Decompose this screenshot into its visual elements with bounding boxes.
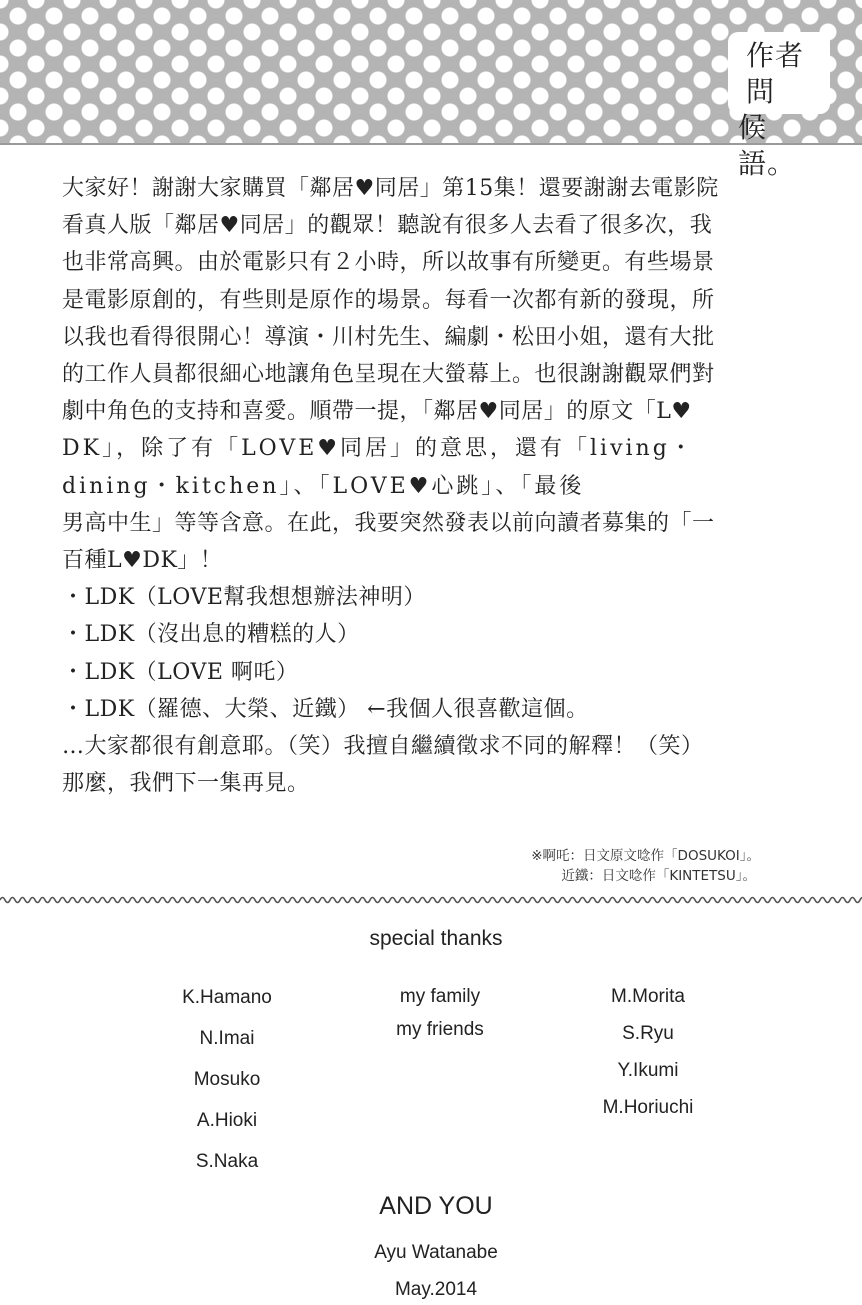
message-line: 百種L♥DK」！ [62, 548, 223, 574]
message-line: 大家好！謝謝大家購買「鄰居♥同居」第15集！還要謝謝去電影院 [62, 176, 719, 201]
section-heading [728, 32, 830, 180]
thanks-name: N.Imai [199, 1028, 255, 1049]
heading-line-1: 作者問 [746, 39, 805, 108]
thanks-name: M.Morita [611, 986, 685, 1007]
thanks-name: K.Hamano [182, 987, 272, 1008]
thanks-name: A.Hioki [196, 1110, 258, 1131]
thanks-name: M.Horiuchi [602, 1097, 694, 1118]
message-line: 是電影原創的，有些則是原作的場景。每看一次都有新的發現，所 [62, 287, 715, 313]
thanks-column-1 [152, 985, 302, 1190]
thanks-name: Mosuko [193, 1069, 261, 1090]
list-item: ・LDK（LOVE幫我想想辦法神明） [62, 585, 426, 611]
list-item: ・LDK（LOVE 啊吒） [62, 659, 299, 685]
message-line: …大家都很有創意耶。（笑）我擅自繼續徵求不同的解釋！（笑） [62, 734, 704, 760]
message-line: 看真人版「鄰居♥同居」的觀眾！聽說有很多人去看了很多次，我 [62, 213, 713, 239]
list-item: ・LDK（沒出息的糟糕的人） [62, 622, 360, 648]
signature-date: May.2014 [394, 1279, 478, 1300]
list-item: ・LDK（羅德、大榮、近鐵） ←我個人很喜歡這個。 [62, 696, 589, 722]
thanks-name: Y.Ikumi [617, 1060, 679, 1081]
author-signature: Ayu Watanabe [374, 1242, 498, 1263]
message-line: dining・kitchen」、「LOVE♥心跳」、「最後 [62, 473, 585, 499]
thanks-name: my family [399, 986, 481, 1007]
thanks-name: my friends [396, 1019, 484, 1040]
message-line: 男高中生」等等含意。在此，我要突然發表以前向讀者募集的「一 [62, 510, 715, 536]
thanks-name: S.Ryu [622, 1023, 674, 1044]
heading-line-2: 候語。 [738, 111, 797, 180]
footnote: ※啊吒：日文原文唸作「DOSUKOI」。 [531, 848, 760, 864]
message-line: 以我也看得很開心！導演・川村先生、編劇・松田小姐，還有大批 [62, 324, 715, 350]
message-line: 也非常高興。由於電影只有２小時，所以故事有所變更。有些場景 [62, 250, 715, 276]
message-line: 那麼，我們下一集再見。 [62, 771, 310, 797]
thanks-column-3 [572, 984, 724, 1132]
message-line: 劇中角色的支持和喜愛。順帶一提，「鄰居♥同居」的原文「L♥ [62, 399, 692, 425]
message-line: DK」，除了有「LOVE♥同居」的意思，還有「living・ [62, 436, 695, 462]
message-line: 的工作人員都很細心地讓角色呈現在大螢幕上。也很謝謝觀眾們對 [62, 362, 715, 388]
footnote: 近鐵：日文唸作「KINTETSU」。 [561, 868, 756, 884]
thanks-column-2 [360, 984, 520, 1050]
wavy-divider [0, 893, 862, 907]
author-message [62, 170, 802, 802]
and-you-heading: AND YOU [379, 1192, 493, 1220]
thanks-title: special thanks [369, 927, 503, 950]
footnotes [420, 846, 820, 886]
thanks-name: S.Naka [195, 1151, 259, 1172]
